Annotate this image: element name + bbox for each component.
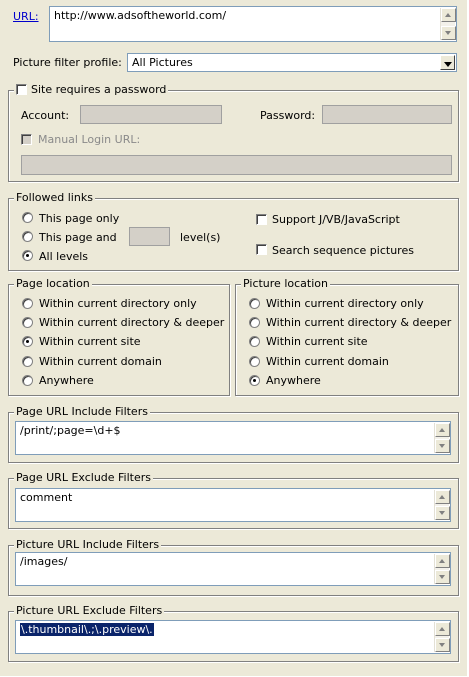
picture-location-radio-2[interactable] <box>249 336 260 347</box>
this-page-and-radio[interactable] <box>22 231 33 242</box>
picture-url-include-legend: Picture URL Include Filters <box>16 538 160 551</box>
selected-text: \.thumbnail\.;\.preview\. <box>21 623 153 636</box>
dropdown-button[interactable] <box>440 55 455 70</box>
arrow-up-icon <box>439 495 445 499</box>
arrow-up-icon <box>445 13 451 17</box>
scroll-down-button[interactable] <box>441 26 456 40</box>
levels-input[interactable] <box>129 227 170 246</box>
picture-location-option-0: Within current directory only <box>266 297 424 310</box>
scroll-down-button[interactable] <box>435 638 450 652</box>
picture-url-include-input[interactable] <box>15 552 451 586</box>
arrow-down-icon <box>439 511 445 515</box>
account-label: Account: <box>21 109 70 122</box>
page-location-radio-3[interactable] <box>22 356 33 367</box>
scroll-down-button[interactable] <box>435 506 450 520</box>
arrow-up-icon <box>439 627 445 631</box>
page-location-option-2: Within current site <box>39 335 141 348</box>
url-input[interactable] <box>49 6 457 42</box>
this-page-only-radio[interactable] <box>22 212 33 223</box>
picture-url-include-value: /images/ <box>20 555 68 568</box>
page-location-radio-0[interactable] <box>22 298 33 309</box>
followed-links-legend: Followed links <box>16 191 93 204</box>
manual-login-label: Manual Login URL: <box>38 133 141 146</box>
page-location-option-3: Within current domain <box>39 355 162 368</box>
search-sequence-label: Search sequence pictures <box>272 244 414 257</box>
password-legend <box>14 83 168 96</box>
page-url-include-legend: Page URL Include Filters <box>16 405 148 418</box>
picture-location-radio-3[interactable] <box>249 356 260 367</box>
this-page-and-label: This page and <box>39 231 117 244</box>
site-password-checkbox[interactable] <box>16 84 27 95</box>
picture-location-radio-0[interactable] <box>249 298 260 309</box>
picture-location-option-4: Anywhere <box>266 374 321 387</box>
url-label-link[interactable]: URL: <box>13 10 39 23</box>
manual-login-checkbox[interactable] <box>21 134 32 145</box>
url-value: http://www.adsoftheworld.com/ <box>54 9 227 22</box>
arrow-down-icon <box>439 444 445 448</box>
manual-login-input[interactable] <box>21 155 452 175</box>
account-input[interactable] <box>80 105 222 124</box>
picture-url-exclude-scrollbar[interactable] <box>434 622 449 652</box>
picture-location-option-3: Within current domain <box>266 355 389 368</box>
arrow-up-icon <box>439 559 445 563</box>
page-url-exclude-value: comment <box>20 491 73 504</box>
page-url-include-value: /print/;page=\d+$ <box>20 424 121 437</box>
search-sequence-checkbox[interactable] <box>256 244 267 255</box>
all-levels-label: All levels <box>39 250 89 263</box>
page-location-radio-4[interactable] <box>22 375 33 386</box>
page-location-radio-2[interactable] <box>22 336 33 347</box>
arrow-down-icon <box>445 31 451 35</box>
arrow-up-icon <box>439 428 445 432</box>
picture-location-radio-4[interactable] <box>249 375 260 386</box>
page-location-legend: Page location <box>16 277 90 290</box>
page-location-option-0: Within current directory only <box>39 297 197 310</box>
scroll-up-button[interactable] <box>435 423 450 437</box>
picture-url-exclude-input[interactable] <box>15 620 451 654</box>
filter-profile-label: Picture filter profile: <box>13 56 122 69</box>
filter-profile-select[interactable] <box>127 53 457 72</box>
password-label: Password: <box>260 109 316 122</box>
password-input[interactable] <box>322 105 452 124</box>
levels-suffix: level(s) <box>180 231 221 244</box>
page-location-option-1: Within current directory & deeper <box>39 316 225 329</box>
picture-location-option-1: Within current directory & deeper <box>266 316 452 329</box>
support-js-label: Support J/VB/JavaScript <box>272 213 400 226</box>
scroll-up-button[interactable] <box>435 554 450 568</box>
filter-profile-value: All Pictures <box>132 56 193 69</box>
site-password-label: Site requires a password <box>31 83 167 96</box>
scroll-down-button[interactable] <box>435 439 450 453</box>
picture-location-option-2: Within current site <box>266 335 368 348</box>
page-url-exclude-legend: Page URL Exclude Filters <box>16 471 152 484</box>
picture-url-exclude-legend: Picture URL Exclude Filters <box>16 604 163 617</box>
url-scrollbar[interactable] <box>440 8 455 40</box>
picture-url-exclude-value <box>20 623 154 636</box>
arrow-down-icon <box>439 575 445 579</box>
scroll-up-button[interactable] <box>441 8 456 22</box>
scroll-up-button[interactable] <box>435 490 450 504</box>
page-url-include-input[interactable] <box>15 421 451 455</box>
picture-url-include-scrollbar[interactable] <box>434 554 449 584</box>
page-url-exclude-scrollbar[interactable] <box>434 490 449 520</box>
picture-location-radio-1[interactable] <box>249 317 260 328</box>
page-location-radio-1[interactable] <box>22 317 33 328</box>
chevron-down-icon <box>444 62 452 67</box>
arrow-down-icon <box>439 643 445 647</box>
page-url-exclude-input[interactable] <box>15 488 451 522</box>
page-location-option-4: Anywhere <box>39 374 94 387</box>
page-url-include-scrollbar[interactable] <box>434 423 449 453</box>
scroll-up-button[interactable] <box>435 622 450 636</box>
scroll-down-button[interactable] <box>435 570 450 584</box>
picture-location-legend: Picture location <box>243 277 328 290</box>
this-page-only-label: This page only <box>39 212 120 225</box>
support-js-checkbox[interactable] <box>256 214 267 225</box>
all-levels-radio[interactable] <box>22 250 33 261</box>
